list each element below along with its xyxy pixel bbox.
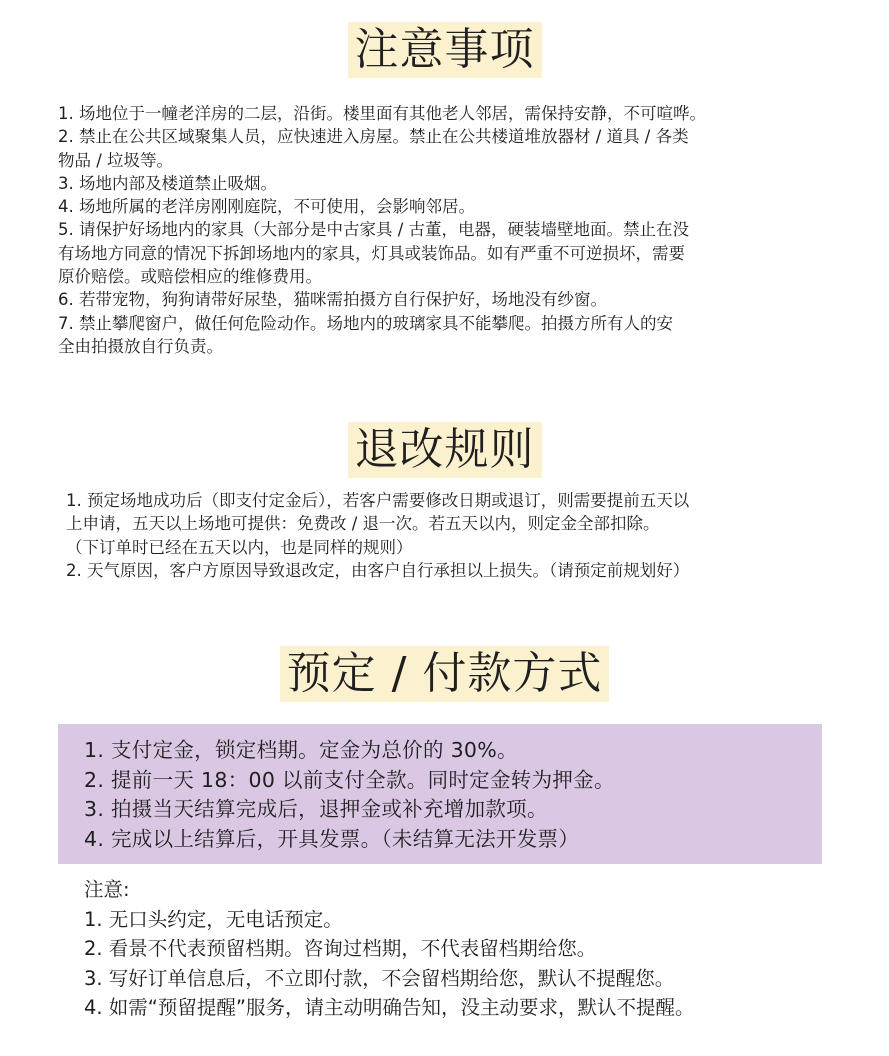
notice-title-text: 注意事项 <box>348 22 542 78</box>
payment-list <box>84 736 615 854</box>
payment-line: 1. 支付定金，锁定档期。定金为总价的 30%。 <box>84 738 518 762</box>
refund-title <box>0 422 889 478</box>
payment-line: 3. 拍摄当天结算完成后，退押金或补充增加款项。 <box>84 797 548 821</box>
notice-line: 原价赔偿。或赔偿相应的维修费用。 <box>58 267 322 287</box>
refund-title-text: 退改规则 <box>348 422 542 478</box>
payment-line: 4. 完成以上结算后，开具发票。（未结算无法开发票） <box>84 826 580 851</box>
refund-list <box>66 489 689 582</box>
refund-line: 1. 预定场地成功后（即支付定金后），若客户需要修改日期或退订，则需要提前五天以 <box>66 491 690 510</box>
notes-list <box>84 875 695 1023</box>
notes-line: 1. 无口头约定，无电话预定。 <box>84 907 343 931</box>
notice-line: 4. 场地所属的老洋房刚刚庭院，不可使用，会影响邻居。 <box>58 197 475 217</box>
notice-line: 物品 / 垃圾等。 <box>58 150 174 170</box>
notice-line: 3. 场地内部及楼道禁止吸烟。 <box>58 173 277 193</box>
notes-line: 4. 如需“预留提醒”服务，请主动明确告知，没主动要求，默认不提醒。 <box>84 996 695 1019</box>
payment-box <box>58 724 822 864</box>
notes-line: 注意: <box>84 878 130 901</box>
payment-line: 2. 提前一天 18：00 以前支付全款。同时定金转为押金。 <box>84 767 615 792</box>
notice-line: 2. 禁止在公共区域聚集人员，应快速进入房屋。禁止在公共楼道堆放器材 / 道具 / 各类 <box>58 127 689 147</box>
payment-title-text: 预定 / 付款方式 <box>280 646 610 702</box>
notes-line: 2. 看景不代表预留档期。咨询过档期，不代表留档期给您。 <box>84 937 597 960</box>
notice-line: 全由拍摄放自行负责。 <box>58 336 223 356</box>
notice-title <box>0 22 889 78</box>
notice-line: 1. 场地位于一幢老洋房的二层，沿街。楼里面有其他老人邻居，需保持安静，不可喧哗。 <box>58 104 706 123</box>
notice-line: 有场地方同意的情况下拆卸场地内的家具，灯具或装饰品。如有严重不可逆损坏，需要 <box>58 243 685 263</box>
refund-line: 2. 天气原因，客户方原因导致退改定，由客户自行承担以上损失。（请预定前规划好） <box>66 560 690 580</box>
notice-line: 5. 请保护好场地内的家具（大部分是中古家具 / 古董，电器，硬装墙壁地面。禁止在没 <box>58 220 690 240</box>
notice-line: 6. 若带宠物，狗狗请带好尿垫，猫咪需拍摄方自行保护好，场地没有纱窗。 <box>58 290 607 310</box>
payment-title <box>0 646 889 702</box>
notes-line: 3. 写好订单信息后，不立即付款，不会留档期给您，默认不提醒您。 <box>84 966 675 990</box>
refund-line: （下订单时已经在五天以内，也是同样的规则） <box>66 537 413 557</box>
notice-line: 7. 禁止攀爬窗户，做任何危险动作。场地内的玻璃家具不能攀爬。拍摄方所有人的安 <box>58 313 673 333</box>
notice-list <box>58 102 706 358</box>
refund-line: 上申请，五天以上场地可提供：免费改 / 退一次。若五天以内，则定金全部扣除。 <box>66 514 660 534</box>
